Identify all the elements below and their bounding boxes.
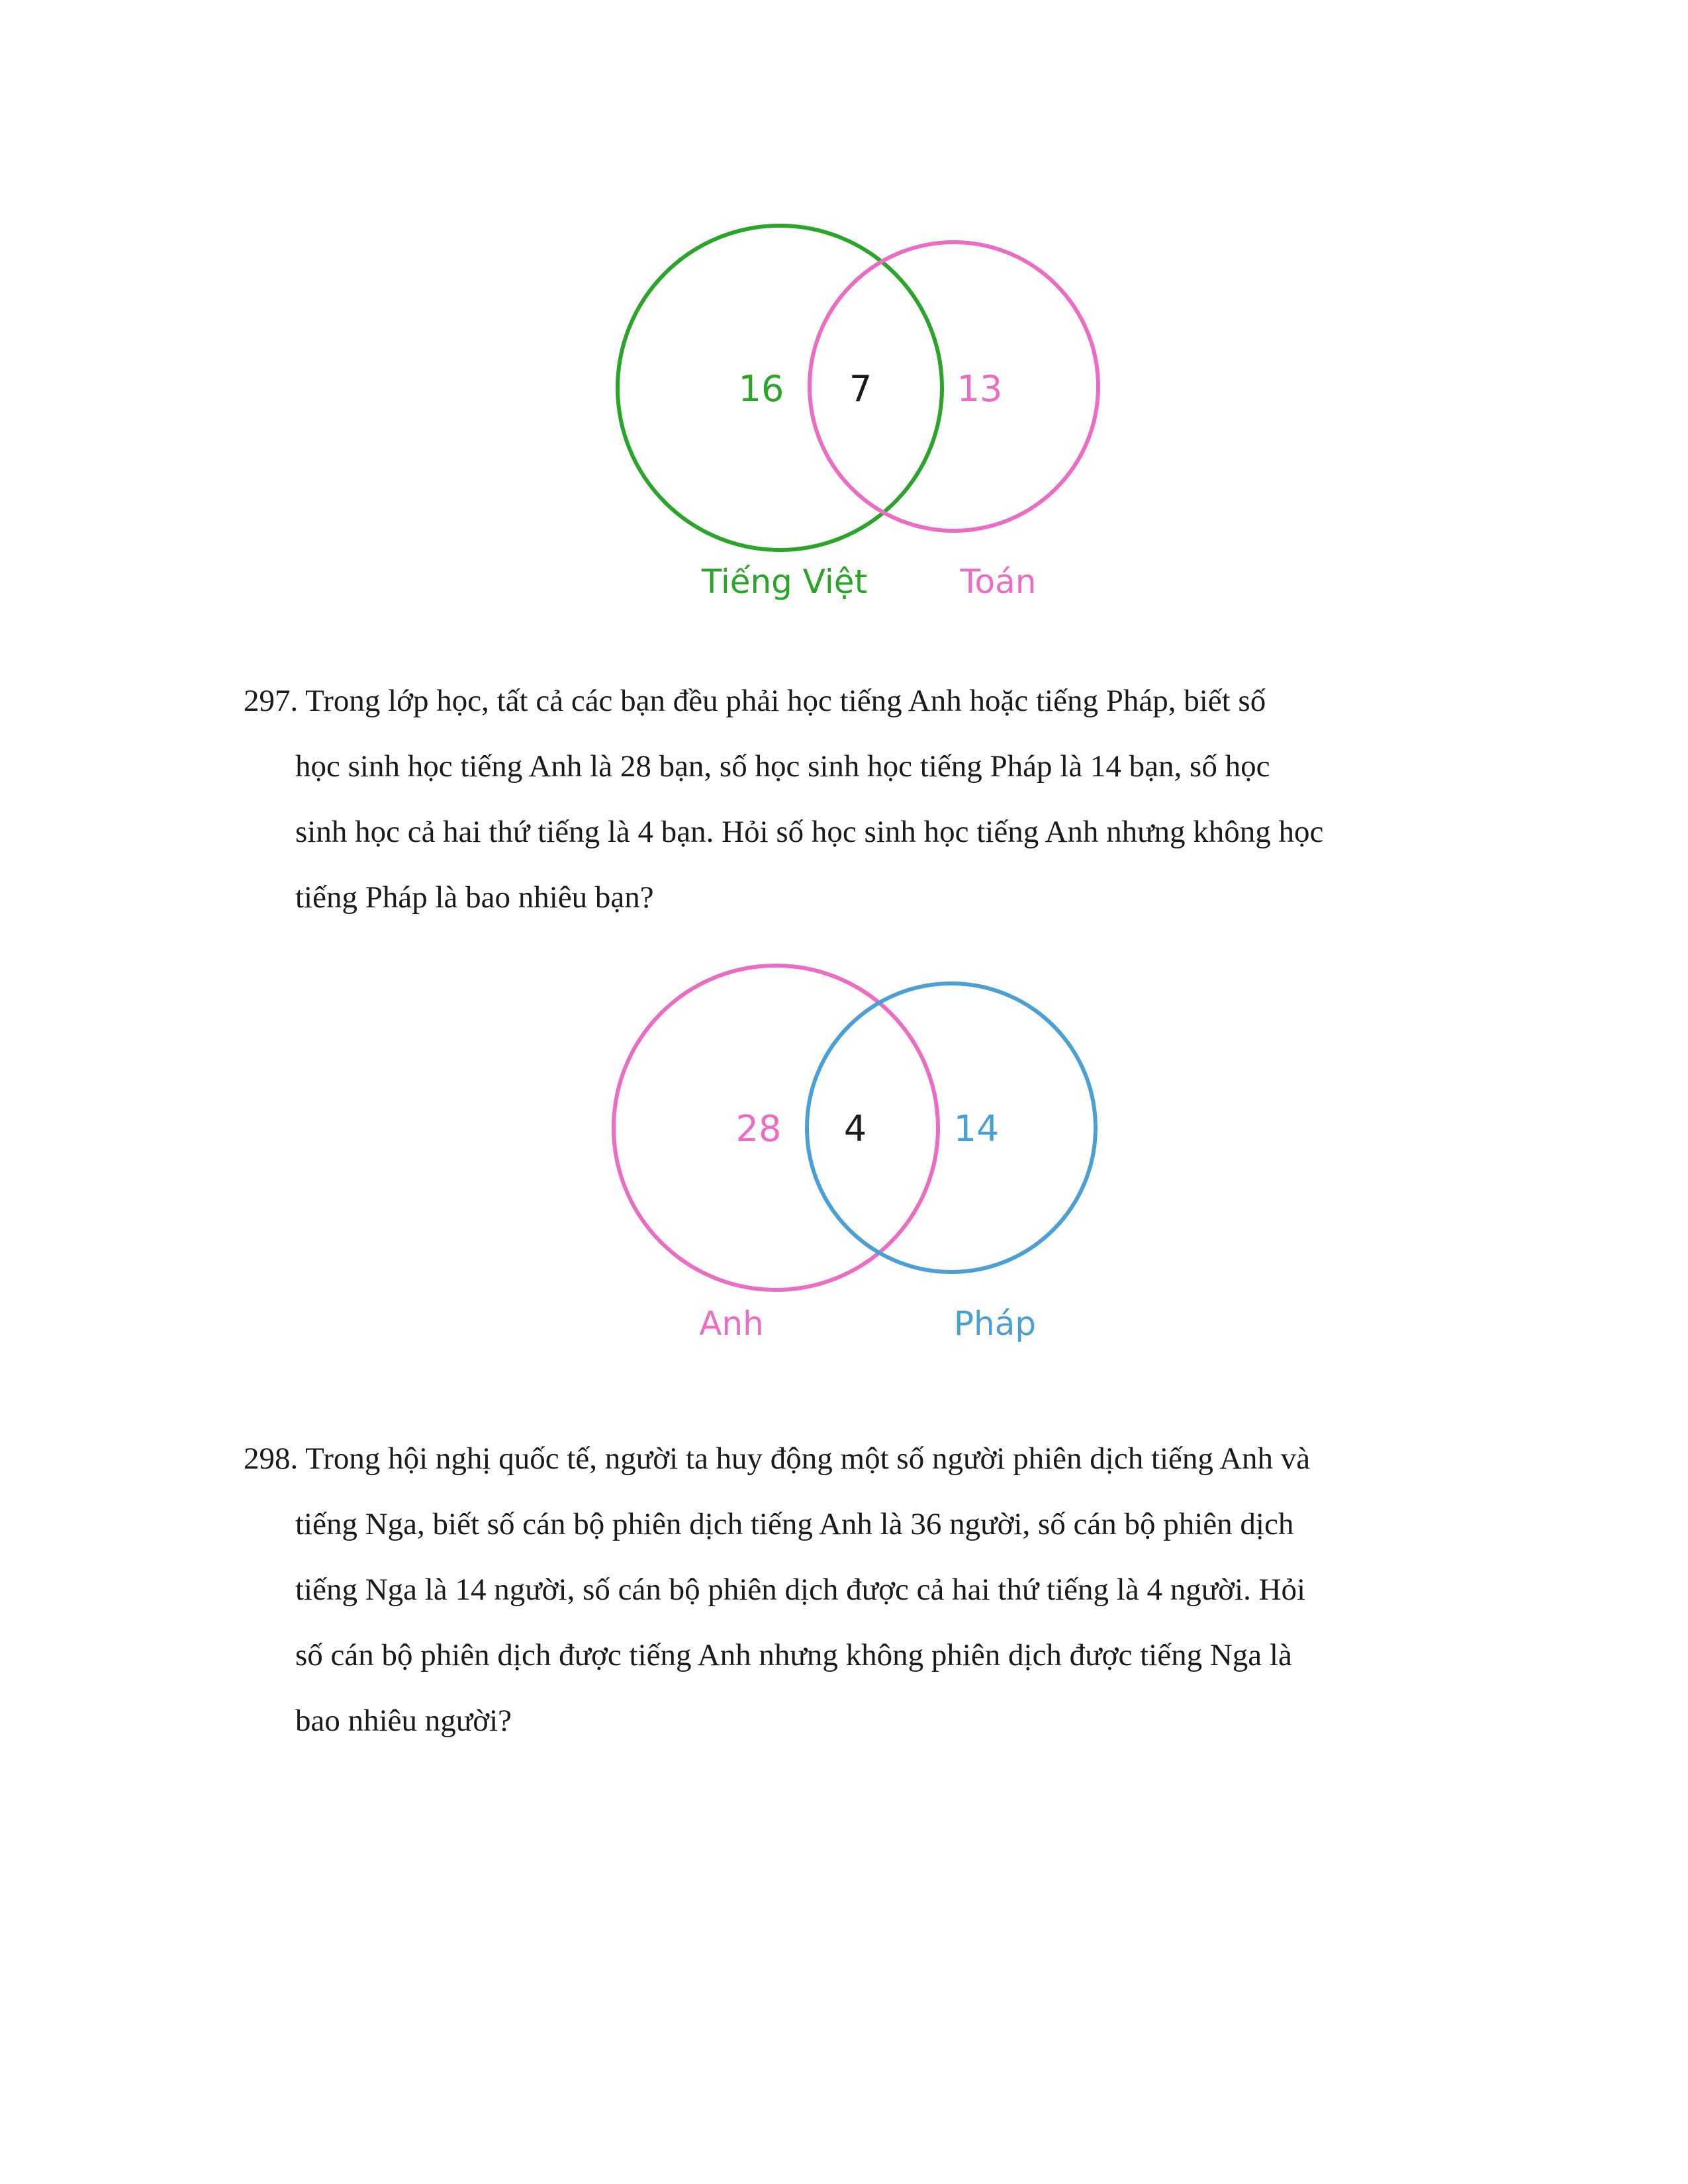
problem-297 [244, 668, 1501, 931]
set-label-toan: Toán [960, 563, 1037, 601]
intersection-value: 7 [849, 368, 872, 410]
set-label-anh: Anh [699, 1304, 764, 1343]
venn-svg [0, 940, 1688, 1363]
set-label-tieng-viet: Tiếng Việt [701, 563, 868, 601]
problem-297-line: sinh học cả hai thứ tiếng là 4 bạn. Hỏi số học sinh học tiếng Anh nhưng không học [295, 815, 1324, 849]
problem-298-line: số cán bộ phiên dịch được tiếng Anh nhưng không phiên dịch được tiếng Nga là [295, 1638, 1292, 1672]
venn-svg [0, 199, 1688, 622]
problem-297-line: học sinh học tiếng Anh là 28 bạn, số học sinh học tiếng Pháp là 14 bạn, số học [295, 749, 1270, 784]
anh-only-value: 28 [735, 1108, 782, 1150]
phap-only-value: 14 [953, 1108, 1000, 1150]
set-label-phap: Pháp [953, 1304, 1037, 1343]
problem-298 [244, 1426, 1501, 1754]
problem-297-line: 297. Trong lớp học, tất cả các bạn đều phải học tiếng Anh hoặc tiếng Pháp, biết số [244, 684, 1266, 718]
venn-diagram-tieng-viet-toan [0, 199, 1688, 622]
problem-298-line: bao nhiêu người? [295, 1704, 512, 1738]
problem-298-line: tiếng Nga, biết số cán bộ phiên dịch tiếng Anh là 36 người, số cán bộ phiên dịch [295, 1507, 1294, 1541]
tieng-viet-only-value: 16 [738, 368, 784, 410]
intersection-value: 4 [843, 1108, 867, 1150]
problem-298-line: tiếng Nga là 14 người, số cán bộ phiên dịch được cả hai thứ tiếng là 4 người. Hỏi [295, 1572, 1306, 1607]
toan-only-value: 13 [957, 368, 1003, 410]
problem-297-line: tiếng Pháp là bao nhiêu bạn? [295, 880, 654, 915]
venn-diagram-anh-phap [0, 940, 1688, 1363]
problem-298-line: 298. Trong hội nghị quốc tế, người ta huy động một số người phiên dịch tiếng Anh và [244, 1441, 1311, 1476]
